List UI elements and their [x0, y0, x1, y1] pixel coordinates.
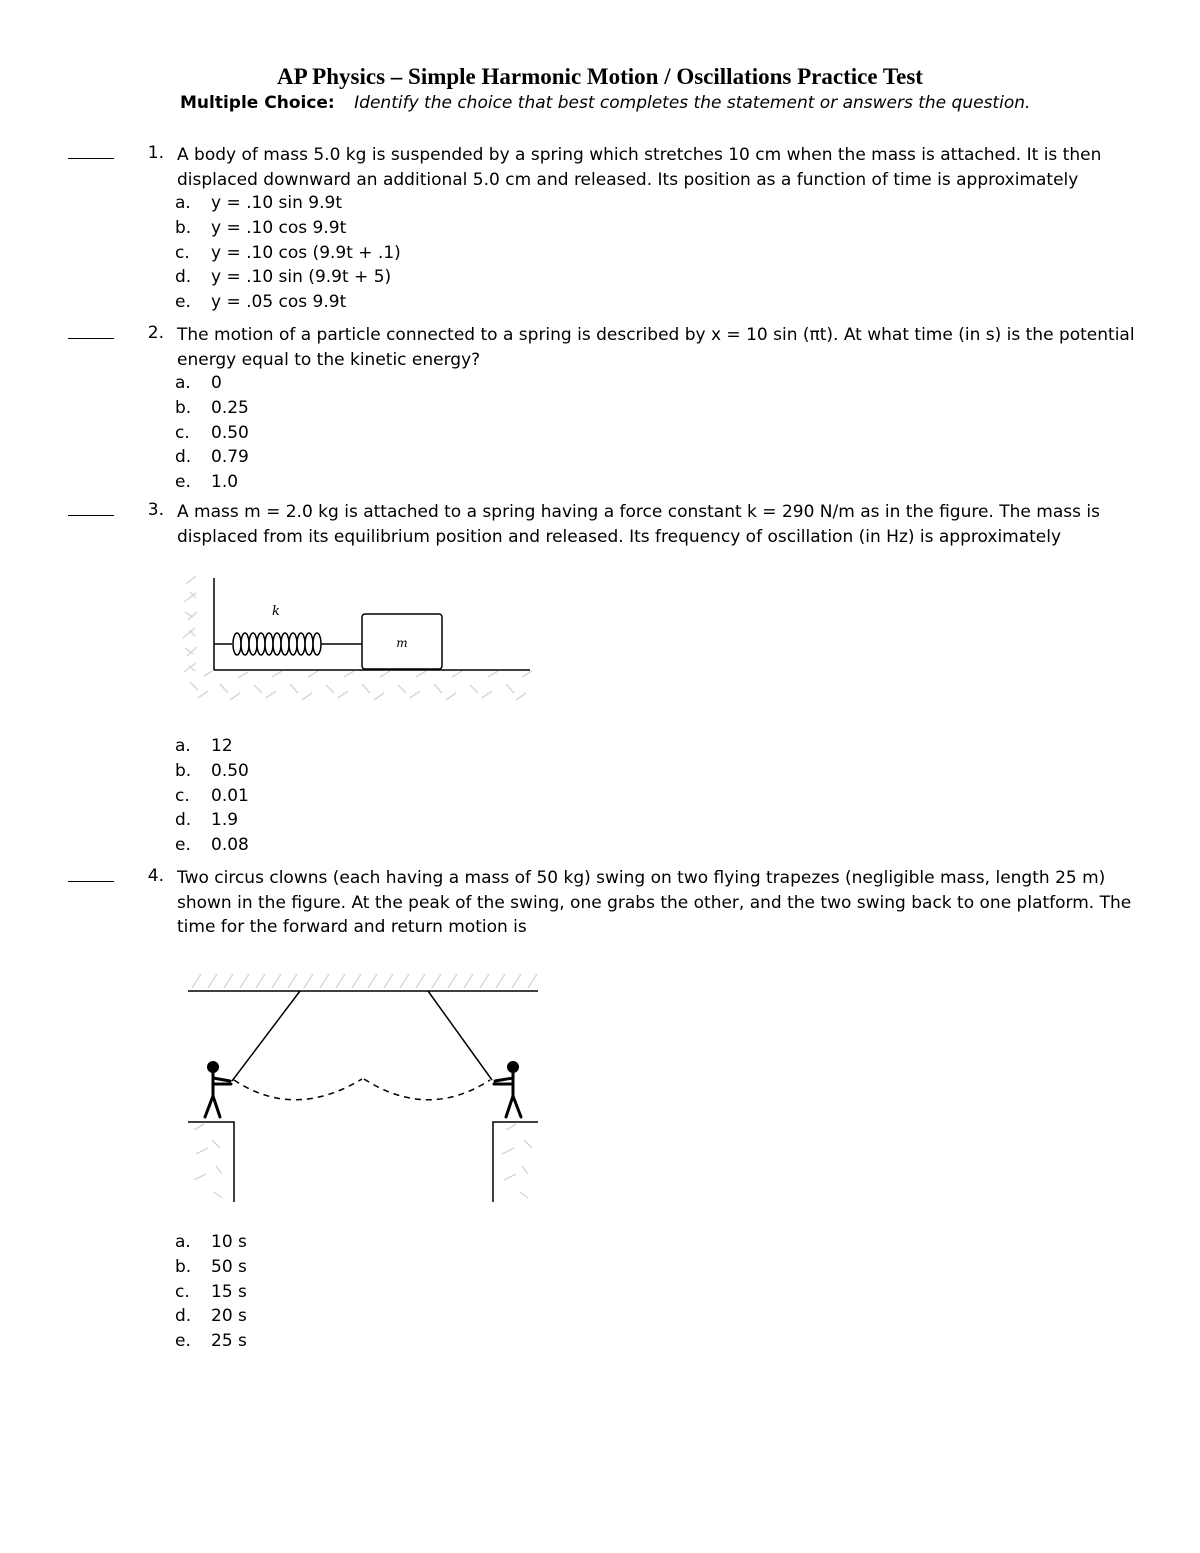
figure-background [180, 572, 540, 712]
question-number-2: 2. [147, 323, 164, 343]
answer-blank-3[interactable] [68, 515, 114, 516]
question-number-1: 1. [147, 143, 164, 163]
mass-label: m [396, 636, 408, 650]
question-number-4: 4. [147, 866, 164, 886]
answer-blank-1[interactable] [68, 158, 114, 159]
spring-label: k [272, 604, 280, 619]
question-text-2: The motion of a particle connected to a spring is described by x = 10 sin (πt). At what time (in s) is the potential energy equal to the kinetic energy? [177, 325, 1135, 370]
choice-letter: d. [175, 267, 192, 288]
choice-3d[interactable] [175, 808, 249, 833]
choices-4 [175, 1230, 247, 1354]
choice-text: y = .10 sin (9.9t + 5) [211, 267, 392, 288]
choice-text: 0 [211, 373, 222, 393]
choice-text: y = .10 cos (9.9t + .1) [211, 242, 401, 263]
choice-2e[interactable] [175, 470, 249, 495]
choice-1c[interactable] [175, 241, 401, 266]
choice-letter: a. [175, 1232, 191, 1252]
choice-3b[interactable] [175, 759, 249, 784]
question-text-1: A body of mass 5.0 kg is suspended by a spring which stretches 10 cm when the mass is attached. It is then displaced downward an additional 5.0 cm and released. Its position as a function of time is approximately [177, 145, 1102, 190]
instructions-line [180, 93, 1030, 113]
choice-letter: b. [175, 1256, 192, 1277]
choice-text: y = .10 sin 9.9t [211, 193, 343, 213]
choice-text: 0.50 [211, 422, 249, 443]
choice-letter: e. [175, 292, 191, 313]
choice-1d[interactable] [175, 265, 401, 290]
spring-mass-figure [180, 572, 540, 712]
choices-1 [175, 191, 401, 315]
choice-3e[interactable] [175, 833, 249, 858]
choice-2a[interactable] [175, 371, 249, 396]
choice-text: y = .10 cos 9.9t [211, 217, 347, 238]
answer-blank-4[interactable] [68, 881, 114, 882]
choice-letter: d. [175, 447, 192, 468]
choice-1b[interactable] [175, 216, 401, 241]
choice-text: 10 s [211, 1232, 247, 1252]
choice-1e[interactable] [175, 290, 401, 315]
question-number-3: 3. [147, 500, 164, 520]
choice-2d[interactable] [175, 445, 249, 470]
choice-letter: b. [175, 760, 192, 781]
choice-text: 15 s [211, 1281, 247, 1302]
question-text-3: A mass m = 2.0 kg is attached to a spring having a force constant k = 290 N/m as in the figure. The mass is displaced from its equilibrium position and released. Its frequency of oscillation (in Hz) is approximately [177, 502, 1100, 547]
choice-letter: a. [175, 373, 191, 393]
choice-letter: d. [175, 1306, 192, 1327]
choice-text: 0.01 [211, 785, 249, 806]
choice-4a[interactable] [175, 1230, 247, 1255]
choice-letter: c. [175, 1281, 190, 1302]
question-text-4: Two circus clowns (each having a mass of 50 kg) swing on two flying trapezes (negligible mass, length 25 m) shown in the figure. At the peak of the swing, one grabs the other, and the two swing back to one platform. The time for the forward and return motion is [177, 868, 1132, 937]
choice-text: 12 [211, 736, 233, 756]
choice-letter: b. [175, 397, 192, 418]
choice-text: 20 s [211, 1306, 247, 1327]
choice-letter: e. [175, 1331, 191, 1352]
choices-3 [175, 734, 249, 858]
choice-text: 1.9 [211, 810, 239, 831]
choice-letter: d. [175, 810, 192, 831]
choice-text: 0.79 [211, 447, 249, 468]
choice-text: 0.50 [211, 760, 249, 781]
choice-text: 0.08 [211, 835, 249, 856]
choice-4b[interactable] [175, 1255, 247, 1280]
choice-letter: c. [175, 422, 190, 443]
choice-letter: c. [175, 242, 190, 263]
choice-text: y = .05 cos 9.9t [211, 292, 347, 313]
choice-3a[interactable] [175, 734, 249, 759]
choice-4d[interactable] [175, 1304, 247, 1329]
multiple-choice-label: Multiple Choice: [180, 93, 335, 113]
page-title: AP Physics – Simple Harmonic Motion / Oscillations Practice Test [277, 64, 923, 89]
choice-letter: a. [175, 736, 191, 756]
choice-4c[interactable] [175, 1280, 247, 1305]
choice-text: 1.0 [211, 472, 239, 493]
choice-letter: c. [175, 785, 190, 806]
choice-text: 50 s [211, 1256, 247, 1277]
choice-2b[interactable] [175, 396, 249, 421]
choice-letter: e. [175, 835, 191, 856]
choice-1a[interactable] [175, 191, 401, 216]
choice-2c[interactable] [175, 421, 249, 446]
answer-blank-2[interactable] [68, 338, 114, 339]
choices-2 [175, 371, 249, 495]
multiple-choice-instruction: Identify the choice that best completes the statement or answers the question. [354, 93, 1031, 113]
choice-text: 25 s [211, 1331, 247, 1352]
choice-4e[interactable] [175, 1329, 247, 1354]
trapeze-figure [176, 962, 546, 1206]
choice-text: 0.25 [211, 397, 249, 418]
choice-3c[interactable] [175, 784, 249, 809]
choice-letter: b. [175, 217, 192, 238]
choice-letter: e. [175, 472, 191, 493]
choice-letter: a. [175, 193, 191, 213]
